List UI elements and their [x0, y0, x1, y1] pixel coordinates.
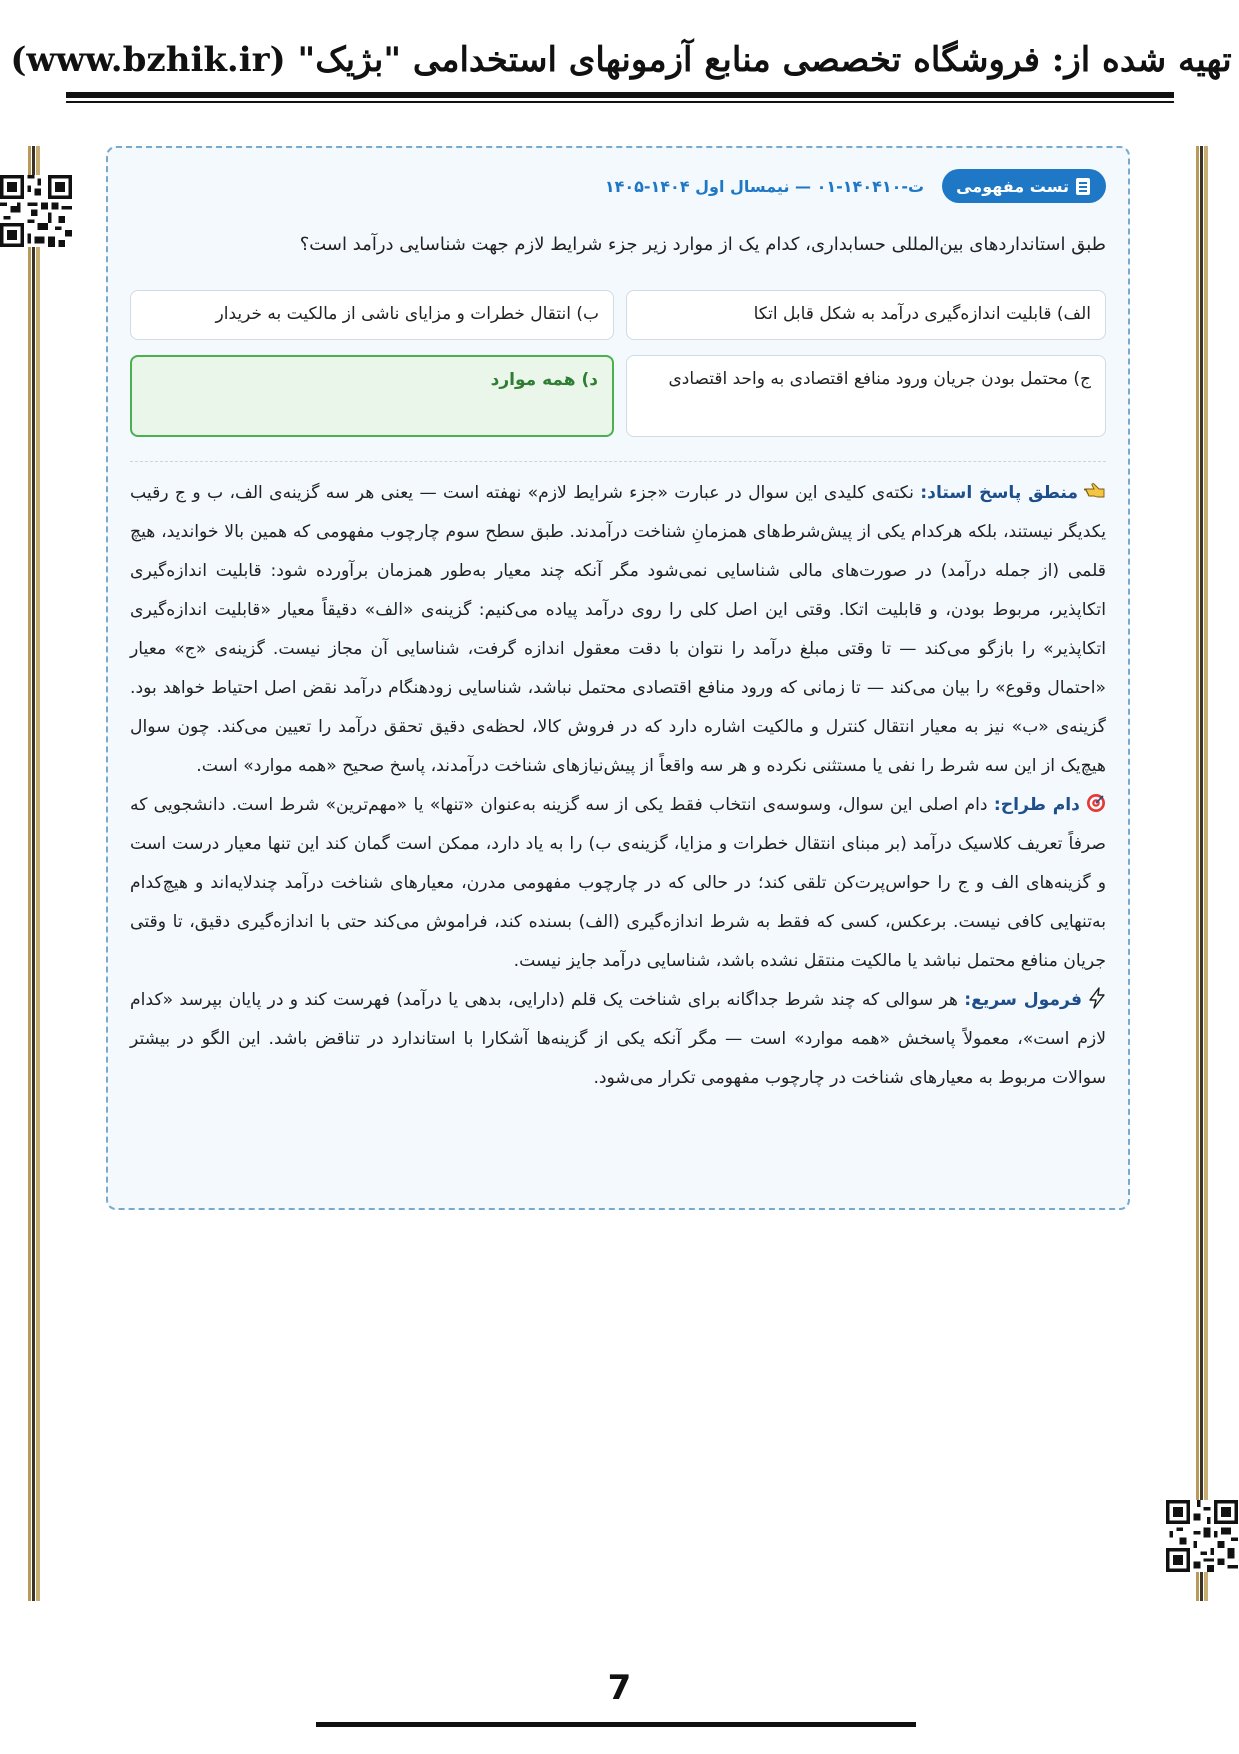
quick-formula-lead: فرمول سریع: — [964, 990, 1082, 1010]
designer-trap-body: دام اصلی این سوال، وسوسه‌ی انتخاب فقط یکی از سه گزینه به‌عنوان «تنها» یا «مهم‌ترین» شرط است. دانشجویی که صرفاً تعریف کلاسیک درآمد (بر مبنای انتقال خطرات و مزایا، گزینه‌ی ب) را به یاد دارد، ممکن است گمان کند این تنها معیار درست است و گزینه‌های الف و ج را حواس‌پرت‌کن تلقی کند؛ در حالی که در چارچوب مفهومی مدرن، معیارهای شناخت درآمد چندلایه‌اند و هیچ‌کدام به‌تنهایی کافی نیست. برعکس، کسی که فقط به شرط اندازه‌گیری (الف) بسنده کند، فراموش می‌کند حتی با اندازه‌گیری دقیق، تا وقتی جریان منافع محتمل نباشد یا مالکیت منتقل نشده باشد، شناسایی درآمد جایز نیست. — [130, 795, 1106, 971]
header-rule-thin — [66, 101, 1174, 103]
section-divider — [130, 461, 1106, 462]
lightning-icon — [1088, 987, 1106, 1009]
qr-code-icon — [0, 175, 72, 247]
teacher-logic-lead: منطق پاسخ استاد: — [920, 483, 1079, 503]
page-header-title: تهیه شده از: فروشگاه تخصصی منابع آزمونهای استخدامی "بژیک" (www.bzhik.ir) — [10, 40, 1232, 80]
option-b[interactable]: ب) انتقال خطرات و مزایای ناشی از مالکیت به خریدار — [130, 290, 614, 340]
option-c[interactable]: ج) محتمل بودن جریان ورود منافع اقتصادی به واحد اقتصادی — [626, 355, 1106, 437]
target-icon — [1086, 793, 1106, 813]
memo-icon — [1076, 178, 1090, 195]
pointing-hand-icon — [1084, 482, 1106, 500]
concept-test-badge — [942, 169, 1106, 203]
designer-trap-lead: دام طراح: — [993, 795, 1081, 815]
badge-label: تست مفهومی — [956, 176, 1069, 196]
designer-trap-paragraph — [130, 786, 1106, 981]
qr-code-icon — [1166, 1500, 1238, 1572]
card-header — [605, 168, 1106, 204]
header-rule — [66, 92, 1174, 98]
quick-formula-body: هر سوالی که چند شرط جداگانه برای شناخت یک قلم (دارایی، بدهی یا درآمد) فهرست کند و در پایان بپرسد «کدام لازم است»، معمولاً پاسخش «همه موارد» است — مگر آنکه یکی از گزینه‌ها آشکارا با استاندارد در تناقض باشد. این الگو در بیشتر سوالات مربوط به معیارهای شناخت در چارچوب مفهومی تکرار می‌شود. — [130, 990, 1106, 1088]
question-code: ت-۱۴۰۴۱۰-۰۱ — نیمسال اول ۱۴۰۴-۱۴۰۵ — [604, 176, 925, 196]
teacher-logic-body: نکته‌ی کلیدی این سوال در عبارت «جزء شرایط لازم» نهفته است — یعنی هر سه گزینه‌ی الف، ب و ج رقیب یکدیگر نیستند، بلکه هرکدام یکی از پیش‌شرط‌های همزمانِ شناخت درآمدند. طبق سطح سوم چارچوب مفهومی که همین بالا خواندید، هیچ قلمی (از جمله درآمد) در صورت‌های مالی شناسایی نمی‌شود مگر آنکه چند معیار به‌طور همزمان برآورده شود: قابلیت اندازه‌گیری اتکاپذیر، مربوط بودن، و قابلیت اتکا. وقتی این اصل کلی را روی درآمد پیاده می‌کنیم: گزینه‌ی «الف» دقیقاً معیار «قابلیت اندازه‌گیری اتکاپذیر» را بازگو می‌کند — تا وقتی مبلغ درآمد را نتوان با دقت معقول اندازه گرفت، شناسایی آن مجاز نیست. گزینه‌ی «ج» معیار «احتمال وقوع» را بیان می‌کند — تا زمانی که ورود منافع اقتصادی محتمل نباشد، شناسایی زودهنگام درآمد نقض اصل احتیاط خواهد بود. گزینه‌ی «ب» نیز به معیار انتقال کنترل و مالکیت اشاره دارد که در فروش کالا، لحظه‌ی دقیق تحقق درآمد را تعیین می‌کند. چون سوال هیچ‌یک از این سه شرط را نفی یا مستثنی نکرده و هر سه واقعاً از پیش‌نیازهای شناخت درآمدند، پاسخ صحیح «همه موارد» است. — [130, 483, 1106, 776]
option-d-correct[interactable]: د) همه موارد — [130, 355, 614, 437]
question-card — [106, 146, 1130, 1210]
left-ornamental-border — [28, 146, 42, 1601]
footer-rule — [316, 1722, 916, 1727]
right-ornamental-border — [1196, 146, 1210, 1601]
explanation — [130, 474, 1106, 1098]
question-text: طبق استانداردهای بین‌المللی حسابداری، کدام یک از موارد زیر جزء شرایط لازم جهت شناسایی درآمد است؟ — [299, 234, 1106, 255]
teacher-logic-paragraph — [130, 474, 1106, 786]
option-a[interactable]: الف) قابلیت اندازه‌گیری درآمد به شکل قابل اتکا — [626, 290, 1106, 340]
page-number: 7 — [607, 1668, 632, 1708]
quick-formula-paragraph — [130, 981, 1106, 1098]
